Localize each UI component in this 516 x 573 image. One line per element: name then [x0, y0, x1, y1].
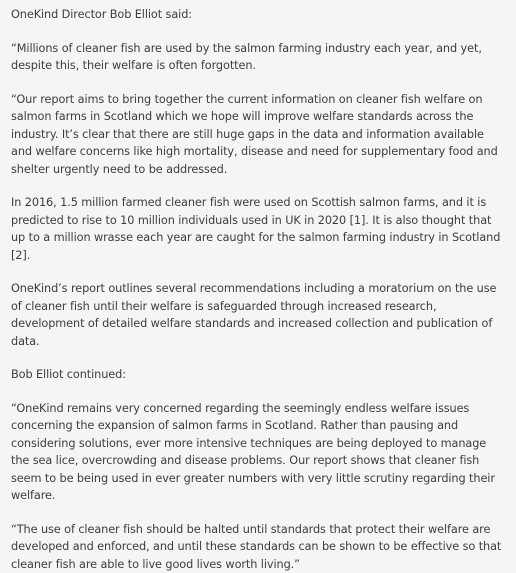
quote-paragraph: “OneKind remains very concerned regarding the seemingly endless welfare issues concerning the expansion of salmon farms in Scotland. Rather than pausing and considering solutions, ever more intensive techniques are being deployed to manage the sea lice, overcrowding and disease problems. Our report shows that cleaner fish seem to be being used in ever greater numbers with very little scrutiny regarding their welfare.	[11, 400, 506, 505]
recommendations-paragraph: OneKind’s report outlines several recommendations including a moratorium on the use of cleaner fish until their welfare is safeguarded through increased research, development of detailed welfare standards and increased collection and publication of data.	[11, 280, 506, 350]
continued-line: Bob Elliot continued:	[11, 366, 506, 384]
quote-paragraph: “Millions of cleaner fish are used by the salmon farming industry each year, and yet, despite this, their welfare is often forgotten.	[11, 40, 506, 75]
intro-line: OneKind Director Bob Elliot said:	[11, 6, 506, 24]
quote-paragraph: “The use of cleaner fish should be halted until standards that protect their welfare are developed and enforced, and until these standards can be shown to be effective so that cleaner fish are able to live good lives worth living.”	[11, 521, 506, 573]
quote-paragraph: “Our report aims to bring together the current information on cleaner fish welfare on salmon farms in Scotland which we hope will improve welfare standards across the industry. It’s clear that there are still huge gaps in the data and information available and welfare concerns like high mortality, disease and need for supplementary food and shelter urgently need to be addressed.	[11, 91, 506, 179]
statistics-paragraph: In 2016, 1.5 million farmed cleaner fish were used on Scottish salmon farms, and it is predicted to rise to 10 million individuals used in UK in 2020 [1]. It is also thought that up to a million wrasse each year are caught for the salmon farming industry in Scotland [2].	[11, 194, 506, 264]
